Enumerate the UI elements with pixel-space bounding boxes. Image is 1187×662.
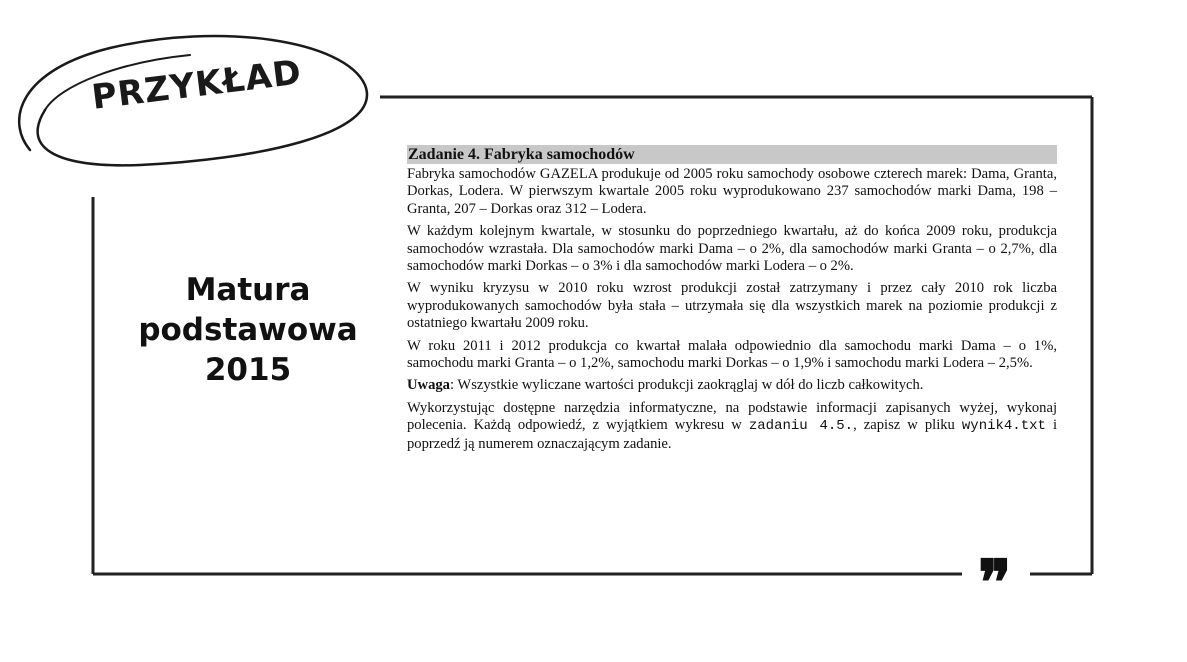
instruction-text-b: , zapisz w pliku (853, 417, 962, 434)
subtitle-line-3: 2015 (204, 352, 292, 388)
task-paragraph-6 (407, 400, 1057, 453)
note-label: Uwaga (407, 377, 450, 394)
subtitle-line-2: podstawowa (138, 312, 358, 348)
code-filename: wynik4.txt (961, 418, 1046, 435)
task-paragraph-3: W wyniku kryzysu w 2010 roku wzrost produkcji został zatrzymany i przez cały 2010 rok liczba wyprodukowanych samochodów była stała – utrzymała się dla wszystkich marek na poziomie produkcji z ostatniego kwartału 2009 roku. (407, 280, 1057, 332)
task-paragraph-4: W roku 2011 i 2012 produkcja co kwartał malała odpowiednio dla samochodu marki Dama – o 1%, samochodu marki Granta – o 1,2%, samochodu marki Dorkas – o 1,9% i samochodu marki Lodera – 2,5%. (407, 337, 1057, 372)
task-paragraph-5 (407, 377, 1057, 394)
badge-label: PRZYKŁAD (89, 52, 304, 118)
instruction-text-a: Wykorzystując dostępne narzędzia informatyczne, na podstawie informacji zapisanych wyżej, wykonaj polecenia. Każdą odpowiedź, z wyjątkiem wykresu w (407, 399, 1057, 434)
subtitle-line-1: Matura (185, 272, 311, 308)
instruction-text-c: i poprzedź ją numerem oznaczającym zadanie. (407, 417, 1057, 452)
task-paragraph-1: Fabryka samochodów GAZELA produkuje od 2005 roku samochody osobowe czterech marek: Dama, Granta, Dorkas, Lodera. W pierwszym kwartale 2005 roku wyprodukowano 237 samochodów marki Dama, 198 – Granta, 207 – Dorkas oraz 312 – Lodera. (407, 166, 1057, 217)
quote-icon: ❞ (974, 552, 1011, 614)
exam-subtitle (118, 270, 378, 390)
task-paragraph-2: W każdym kolejnym kwartale, w stosunku do poprzedniego kwartału, aż do końca 2009 roku, produkcja samochodów wzrastała. Dla samochodów marki Dama – o 2%, dla samochodów marki Granta – o 2,7%, dla samochodów marki Dorkas – o 3% i dla samochodów marki Lodera – o 2%. (407, 223, 1057, 275)
note-text: : Wszystkie wyliczane wartości produkcji zaokrąglaj w dół do liczb całkowitych. (449, 377, 924, 394)
task-title: Zadanie 4. Fabryka samochodów (407, 145, 1057, 164)
code-task-ref: zadaniu 4.5. (748, 418, 854, 435)
task-content (407, 145, 1057, 458)
